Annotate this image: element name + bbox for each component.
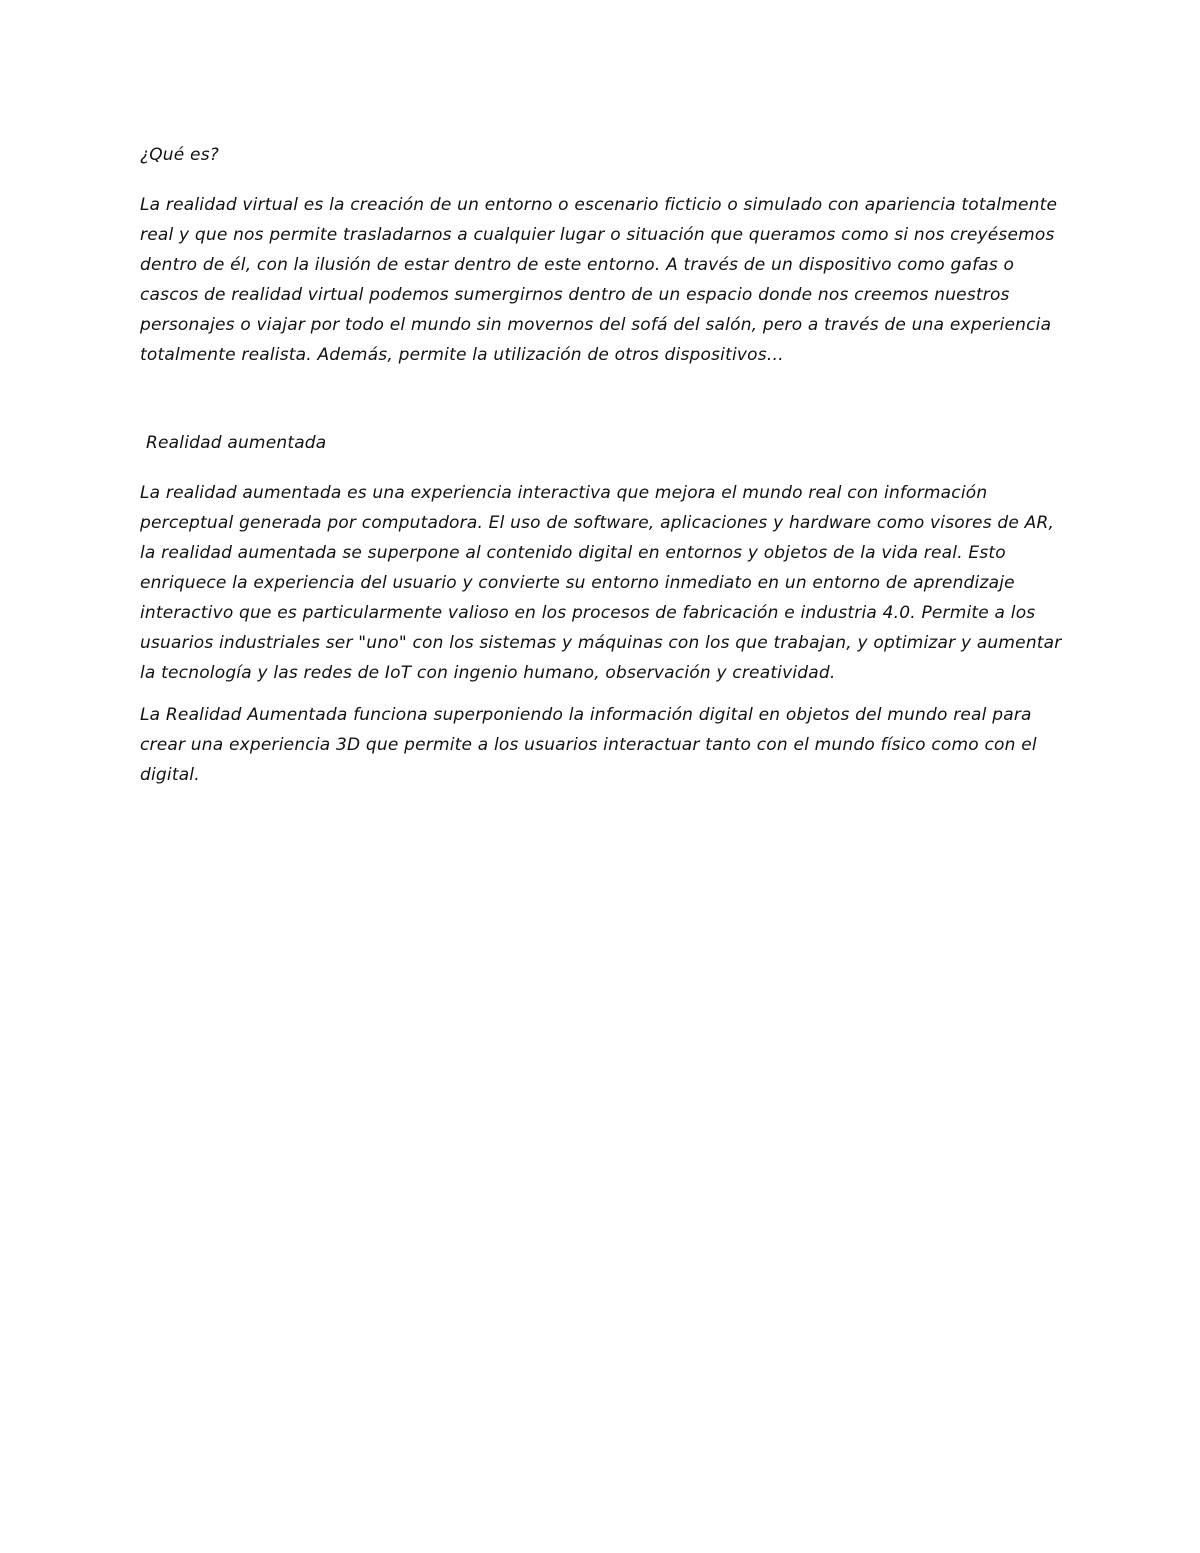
paragraph-realidad-aumentada-funcionamiento: La Realidad Aumentada funciona superponiendo la información digital en objetos del mundo real para crear una experiencia 3D que permite a los usuarios interactuar tanto con el mundo físico como con el digital. <box>140 705 1037 785</box>
section-heading-realidad-aumentada: Realidad aumentada <box>146 433 327 453</box>
document-page <box>140 140 1065 802</box>
paragraph-realidad-virtual: La realidad virtual es la creación de un entorno o escenario ficticio o simulado con apariencia totalmente real y que nos permite trasladarnos a cualquier lugar o situación que queramos como si nos creyésemos dentro de él, con la ilusión de estar dentro de este entorno. A través de un dispositivo como gafas o cascos de realidad virtual podemos sumergirnos dentro de un espacio donde nos creemos nuestros personajes o viajar por todo el mundo sin movernos del sofá del salón, pero a través de una experiencia totalmente realista. Además, permite la utilización de otros dispositivos… <box>140 195 1058 365</box>
paragraph-realidad-aumentada-definicion: La realidad aumentada es una experiencia interactiva que mejora el mundo real con información perceptual generada por computadora. El uso de software, aplicaciones y hardware como visores de AR, la realidad aumentada se superpone al contenido digital en entornos y objetos de la vida real. Esto enriquece la experiencia del usuario y convierte su entorno inmediato en un entorno de aprendizaje interactivo que es particularmente valioso en los procesos de fabricación e industria 4.0. Permite a los usuarios industriales ser "uno" con los sistemas y máquinas con los que trabajan, y optimizar y aumentar la tecnología y las redes de IoT con ingenio humano, observación y creatividad. <box>140 483 1062 683</box>
section-heading-que-es: ¿Qué es? <box>140 145 219 165</box>
